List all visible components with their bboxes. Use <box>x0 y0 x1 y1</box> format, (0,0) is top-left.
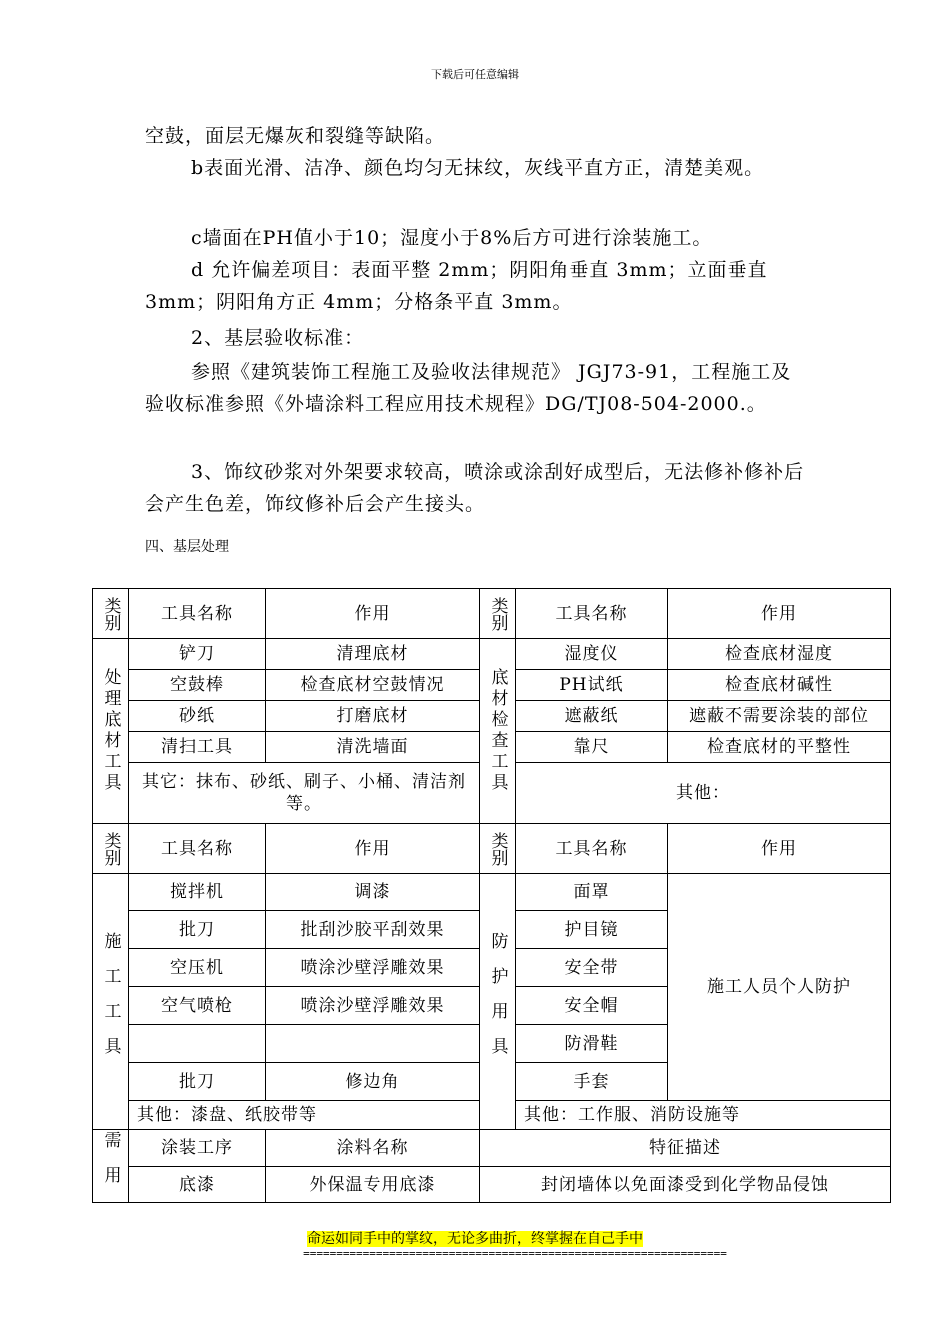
header-category: 类别 <box>480 589 516 639</box>
tool-name <box>129 1025 266 1063</box>
tool-use: 检查底材碱性 <box>668 670 891 701</box>
tool-name: 空气喷枪 <box>129 987 266 1025</box>
header-desc: 特征描述 <box>480 1130 891 1167</box>
page-header: 下载后可任意编辑 <box>431 68 519 81</box>
header-category: 类别 <box>480 824 516 874</box>
tool-name: 铲刀 <box>129 639 266 670</box>
paragraph-2: b表面光滑、洁净、颜色均匀无抹纹，灰线平直方正，清楚美观。 <box>191 157 765 179</box>
tool-use: 打磨底材 <box>266 701 480 732</box>
tool-use: 检查底材空鼓情况 <box>266 670 480 701</box>
header-process: 涂装工序 <box>129 1130 266 1167</box>
other-note: 其它：抹布、砂纸、刷子、小桶、清洁剂等。 <box>129 763 480 824</box>
protection-item: 安全带 <box>516 949 668 987</box>
other-note: 其他：漆盘、纸胶带等 <box>129 1101 480 1130</box>
tool-name: 空鼓棒 <box>129 670 266 701</box>
header-use: 作用 <box>668 824 891 874</box>
desc-value: 封闭墙体以免面漆受到化学物品侵蚀 <box>480 1167 891 1203</box>
header-tool: 工具名称 <box>516 824 668 874</box>
tool-name: 空压机 <box>129 949 266 987</box>
header-use: 作用 <box>266 824 480 874</box>
header-tool: 工具名称 <box>129 589 266 639</box>
footer-slogan-text: 命运如同手中的掌纹，无论多曲折，终掌握在自己手中 <box>307 1231 643 1247</box>
paragraph-6: 参照《建筑装饰工程施工及验收法律规范》 JGJ73-91，工程施工及验收标准参照《外墙涂料工程应用技术规程》DG/TJ08-504-2000.。 <box>145 361 792 415</box>
tool-use: 喷涂沙壁浮雕效果 <box>266 987 480 1025</box>
tool-name: 靠尺 <box>516 732 668 763</box>
footer-slogan <box>0 1228 950 1248</box>
category-need: 需用 <box>93 1130 129 1203</box>
tool-name: 遮蔽纸 <box>516 701 668 732</box>
process-value: 底漆 <box>129 1167 266 1203</box>
footer-rule: ================================================================ <box>303 1247 727 1260</box>
tool-name: 清扫工具 <box>129 732 266 763</box>
protection-item: 手套 <box>516 1063 668 1101</box>
paragraph-7: 3、饰纹砂浆对外架要求较高，喷涂或涂刮好成型后，无法修补修补后会产生色差，饰纹修补后会产生接头。 <box>145 461 805 515</box>
tool-use: 检查底材的平整性 <box>668 732 891 763</box>
other-note: 其他：工作服、消防设施等 <box>516 1101 891 1130</box>
header-use: 作用 <box>668 589 891 639</box>
tool-use: 清理底材 <box>266 639 480 670</box>
tool-name: PH试纸 <box>516 670 668 701</box>
protection-item: 防滑鞋 <box>516 1025 668 1063</box>
category-protection: 防护用具 <box>480 874 516 1130</box>
tool-name: 湿度仪 <box>516 639 668 670</box>
paragraph-1: 空鼓，面层无爆灰和裂缝等缺陷。 <box>145 125 446 147</box>
category-substrate: 处理底材工具 <box>93 639 129 824</box>
header-category: 类别 <box>93 589 129 639</box>
other-note: 其他： <box>516 763 891 824</box>
tool-use: 修边角 <box>266 1063 480 1101</box>
header-material: 涂料名称 <box>266 1130 480 1167</box>
tool-use: 喷涂沙壁浮雕效果 <box>266 949 480 987</box>
tool-name: 批刀 <box>129 911 266 949</box>
tool-name: 批刀 <box>129 1063 266 1101</box>
paragraph-5: 2、基层验收标准： <box>191 327 365 349</box>
paragraph-3: c墙面在PH值小于10；湿度小于8%后方可进行涂装施工。 <box>191 227 713 249</box>
header-tool: 工具名称 <box>516 589 668 639</box>
header-use: 作用 <box>266 589 480 639</box>
category-inspect: 底材检查工具 <box>480 639 516 824</box>
tool-name: 砂纸 <box>129 701 266 732</box>
tool-use: 检查底材湿度 <box>668 639 891 670</box>
protection-use: 施工人员个人防护 <box>668 874 891 1101</box>
tool-use <box>266 1025 480 1063</box>
tool-use: 调漆 <box>266 874 480 911</box>
material-value: 外保温专用底漆 <box>266 1167 480 1203</box>
tool-use: 清洗墙面 <box>266 732 480 763</box>
protection-item: 面罩 <box>516 874 668 911</box>
paragraph-4: d 允许偏差项目：表面平整 2mm；阴阳角垂直 3mm；立面垂直3mm；阴阳角方正 4mm；分格条平直 3mm。 <box>145 259 768 313</box>
tool-name: 搅拌机 <box>129 874 266 911</box>
protection-item: 护目镜 <box>516 911 668 949</box>
protection-item: 安全帽 <box>516 987 668 1025</box>
header-tool: 工具名称 <box>129 824 266 874</box>
tools-table <box>92 588 891 1203</box>
tool-use: 遮蔽不需要涂装的部位 <box>668 701 891 732</box>
tool-use: 批刮沙胶平刮效果 <box>266 911 480 949</box>
section-title: 四、基层处理 <box>145 539 229 555</box>
category-construction: 施工工具 <box>93 874 129 1130</box>
header-category: 类别 <box>93 824 129 874</box>
